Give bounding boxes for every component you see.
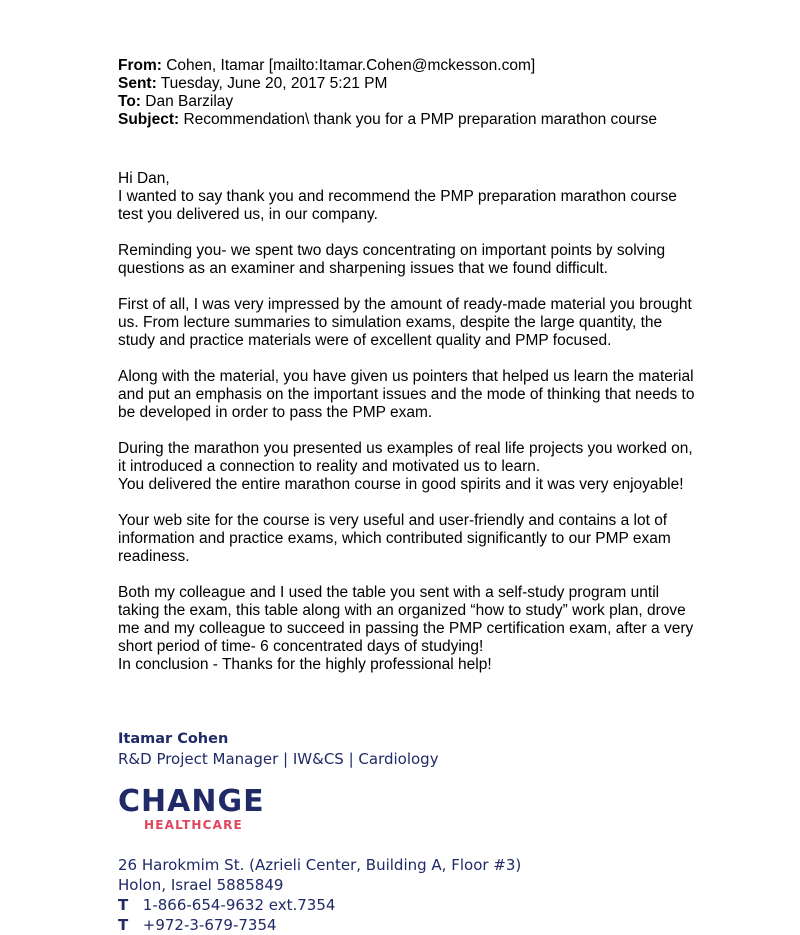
logo-subtitle: HEALTHCARE [144,818,243,832]
greeting: Hi Dan, [118,170,170,187]
phone-number-2: +972-3-679-7354 [142,916,277,934]
email-signature [118,730,758,935]
paragraph-greeting [118,170,698,224]
paragraph-pointers: Along with the material, you have given us pointers that helped us learn the material and put an emphasis on the important issues and the mode of thinking that needs to be developed in order to pass the PMP exam. [118,368,695,421]
phone-label-2: T [118,916,129,934]
paragraph-reminder: Reminding you- we spent two days concentrating on important points by solving questions as an examiner and sharpening issues that we found difficult. [118,242,666,277]
logo-wordmark: CHANGE [118,784,265,819]
from-value: Cohen, Itamar [mailto:Itamar.Cohen@mckesson.com] [166,57,536,74]
address-line-1: 26 Harokmim St. (Azrieli Center, Building A, Floor #3) [118,856,522,874]
phone-number-1: 1-866-654-9632 ext.7354 [142,896,336,914]
email-body [118,170,698,692]
sent-label: Sent: [118,75,157,92]
paragraph-material: First of all, I was very impressed by the amount of ready-made material you brought us. From lecture summaries to simulation exams, despite the large quantity, the study and practice materials were of excellent quality and PMP focused. [118,296,692,349]
to-value: Dan Barzilay [145,93,234,110]
sent-line [118,75,758,93]
marathon-sentence: During the marathon you presented us examples of real life projects you worked on, it introduced a connection to reality and motivated us to learn. [118,440,693,475]
phone-line-1 [118,895,758,915]
conclusion-sentence: In conclusion - Thanks for the highly professional help! [118,656,492,673]
phone-label-1: T [118,896,129,914]
to-label: To: [118,93,141,110]
signature-name: Itamar Cohen [118,731,229,747]
email-header [118,57,758,129]
table-sentence: Both my colleague and I used the table you sent with a self-study program until taking the exam, this table along with an organized “how to study” work plan, drove me and my colleague to succeed in passing the PMP certification exam, after a very short period of time- 6 concentrated days of studying! [118,584,694,655]
paragraph-marathon [118,440,698,494]
sent-value: Tuesday, June 20, 2017 5:21 PM [160,75,388,92]
to-line [118,93,758,111]
subject-value: Recommendation\ thank you for a PMP preparation marathon course [183,111,658,128]
paragraph-conclusion [118,584,698,674]
signature-title: R&D Project Manager | IW&CS | Cardiology [118,750,439,768]
subject-line [118,111,758,129]
address-line-2: Holon, Israel 5885849 [118,876,284,894]
change-healthcare-logo [118,784,268,833]
paragraph-website: Your web site for the course is very useful and user-friendly and contains a lot of information and practice exams, which contributed significantly to our PMP exam readiness. [118,512,671,565]
spirits-sentence: You delivered the entire marathon course in good spirits and it was very enjoyable! [118,476,684,493]
subject-label: Subject: [118,111,180,128]
intro-sentence: I wanted to say thank you and recommend the PMP preparation marathon course test you delivered us, in our company. [118,188,677,223]
phone-line-2 [118,915,758,935]
from-label: From: [118,57,162,74]
from-line [118,57,758,75]
